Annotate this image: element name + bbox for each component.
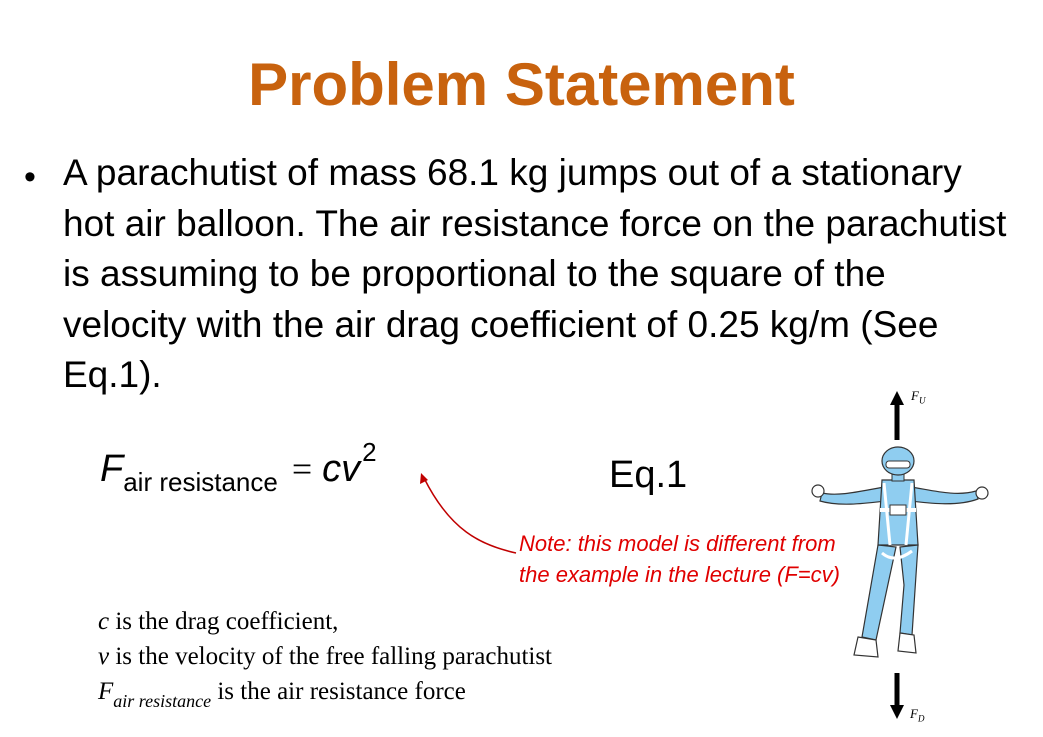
drag-equation xyxy=(100,437,377,518)
force-up-label: $F_U$ xyxy=(911,388,926,406)
force-down-label: $F_D$ xyxy=(910,706,925,724)
force-up-arrow-icon xyxy=(890,391,904,440)
model-note: Note: this model is different from the example in the lecture (F=cv) xyxy=(519,531,840,587)
definition-v: v is the velocity of the free falling parachutist xyxy=(98,643,553,670)
slide-title: Problem Statement xyxy=(248,51,795,118)
equation-force-subscript: air resistance xyxy=(123,467,278,497)
equation-rhs: cv xyxy=(322,448,361,490)
equation-exponent: 2 xyxy=(362,437,377,467)
equation-force-symbol: F xyxy=(100,448,124,490)
parachutist-illustration xyxy=(800,385,1000,735)
equation-label: Eq.1 xyxy=(609,454,688,496)
definition-f: $F_{air resistance}$ is the air resistance force xyxy=(98,678,466,711)
bullet-marker: • xyxy=(24,158,36,196)
problem-description: A parachutist of mass 68.1 kg jumps out of a stationary hot air balloon. The air resistance force on the parachutist is assuming to be proportional to the square of the velocity with the air drag coefficient of 0.25 kg/m (See Eq.1). xyxy=(63,152,1007,395)
equation-equals: = xyxy=(291,449,313,489)
definition-c: c is the drag coefficient, xyxy=(98,608,339,635)
variable-definitions xyxy=(98,604,552,711)
force-down-arrow-icon xyxy=(890,673,904,719)
